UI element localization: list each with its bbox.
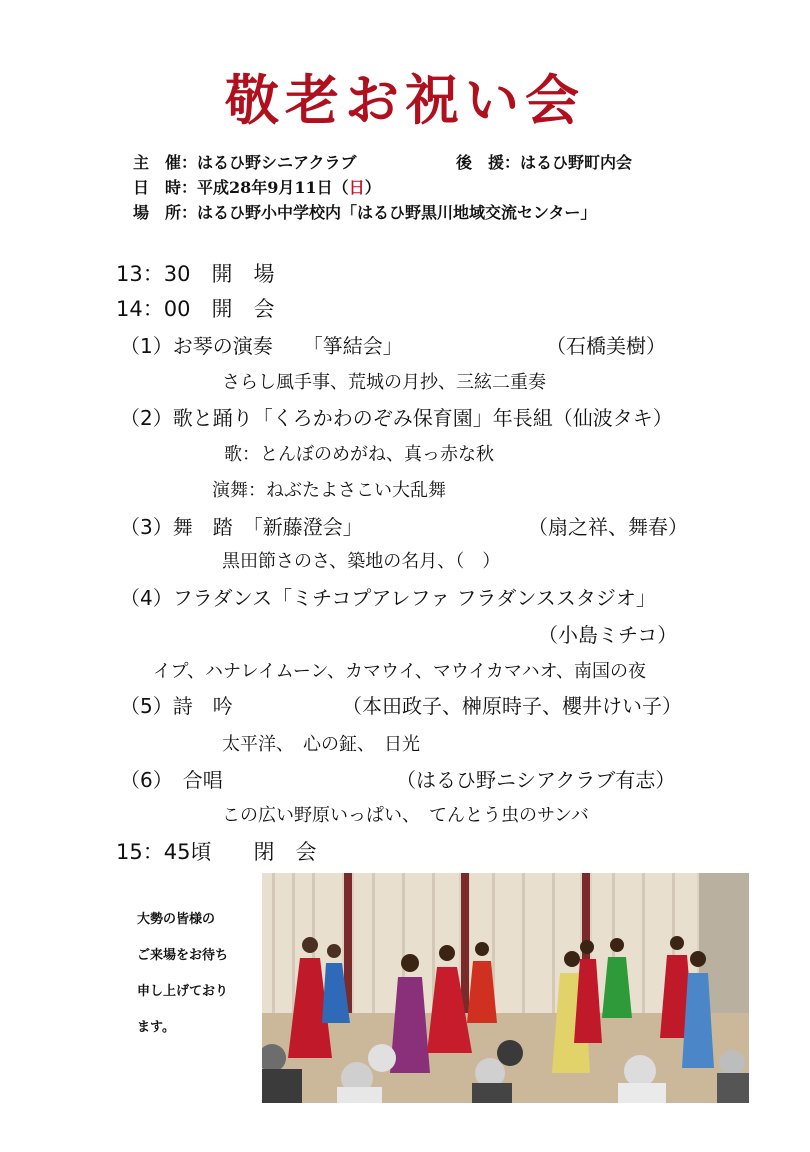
organizer-line: [133, 150, 357, 173]
program-item-4: （4）フラダンス「ミチコプアレファ フラダンススタジオ」: [120, 586, 656, 610]
sponsor-label: 後 援：: [456, 153, 521, 172]
program-item-3-detail: 黒田節さのさ、築地の名月、（ ）: [222, 551, 501, 572]
organizer-value: はるひ野シニアクラブ: [197, 153, 357, 172]
place-value: はるひ野小中学校内「はるひ野黒川地域交流センター」: [197, 203, 597, 222]
date-day: 日: [348, 178, 365, 197]
invitation-line: ます。: [137, 1020, 175, 1035]
place-label: 場 所：: [133, 203, 198, 222]
program-item-5: （5）詩 吟: [120, 694, 233, 718]
program-item-2-detail-2: 演舞：ねぶたよさこい大乱舞: [212, 480, 446, 501]
invitation-line: 大勢の皆様の: [137, 912, 216, 927]
program-item-5-performer: （本田政子、榊原時子、櫻井けい子）: [342, 694, 682, 718]
program-item-3-performer: （扇之祥、舞春）: [528, 515, 688, 539]
sponsor-line: [456, 150, 632, 173]
date-close: ）: [364, 178, 381, 197]
schedule-open-event: 14：00 開 会: [116, 297, 275, 321]
date-label: 日 時：: [133, 178, 198, 197]
invitation-line: ご来場をお待ち: [137, 948, 229, 963]
place-line: [133, 200, 596, 223]
schedule-open-venue: 13：30 開 場: [116, 262, 275, 286]
program-item-6: （6） 合唱: [120, 768, 223, 792]
program-item-5-detail: 太平洋、 心の鉦、 日光: [222, 734, 420, 755]
program-item-6-performer: （はるひ野ニシアクラブ有志）: [396, 768, 676, 792]
page-title: 敬老お祝い会: [225, 68, 585, 132]
program-item-1-detail: さらし風手事、荒城の月抄、三絃二重奏: [222, 372, 546, 393]
date-line: [133, 175, 381, 198]
program-item-3: （3）舞 踏 「新藤澄会」: [120, 515, 363, 539]
program-item-1-performer: （石橋美樹）: [546, 334, 666, 358]
program-item-6-detail: この広い野原いっぱい、 てんとう虫のサンバ: [222, 805, 589, 826]
schedule-close: 15：45頃 閉 会: [116, 840, 317, 864]
program-item-2-detail-1: 歌：とんぼのめがね、真っ赤な秋: [224, 444, 494, 465]
invitation-line: 申し上げており: [137, 984, 229, 999]
date-value: 平成28年9月11日（: [197, 178, 349, 197]
organizer-label: 主 催：: [133, 153, 198, 172]
hula-photo-illustration: [262, 873, 749, 1103]
invitation-message: [137, 902, 257, 1046]
program-item-4-performer: （小島ミチコ）: [538, 623, 678, 647]
program-item-4-detail: イプ、ハナレイムーン、カマウイ、マウイカマハオ、南国の夜: [153, 661, 647, 682]
program-item-1: （1）お琴の演奏 「箏結会」: [120, 334, 403, 358]
sponsor-value: はるひ野町内会: [520, 153, 633, 172]
hula-dancers-photo: [262, 873, 749, 1103]
program-item-2: （2）歌と踊り「くろかわのぞみ保育園」年長組（仙波タキ）: [120, 406, 673, 430]
